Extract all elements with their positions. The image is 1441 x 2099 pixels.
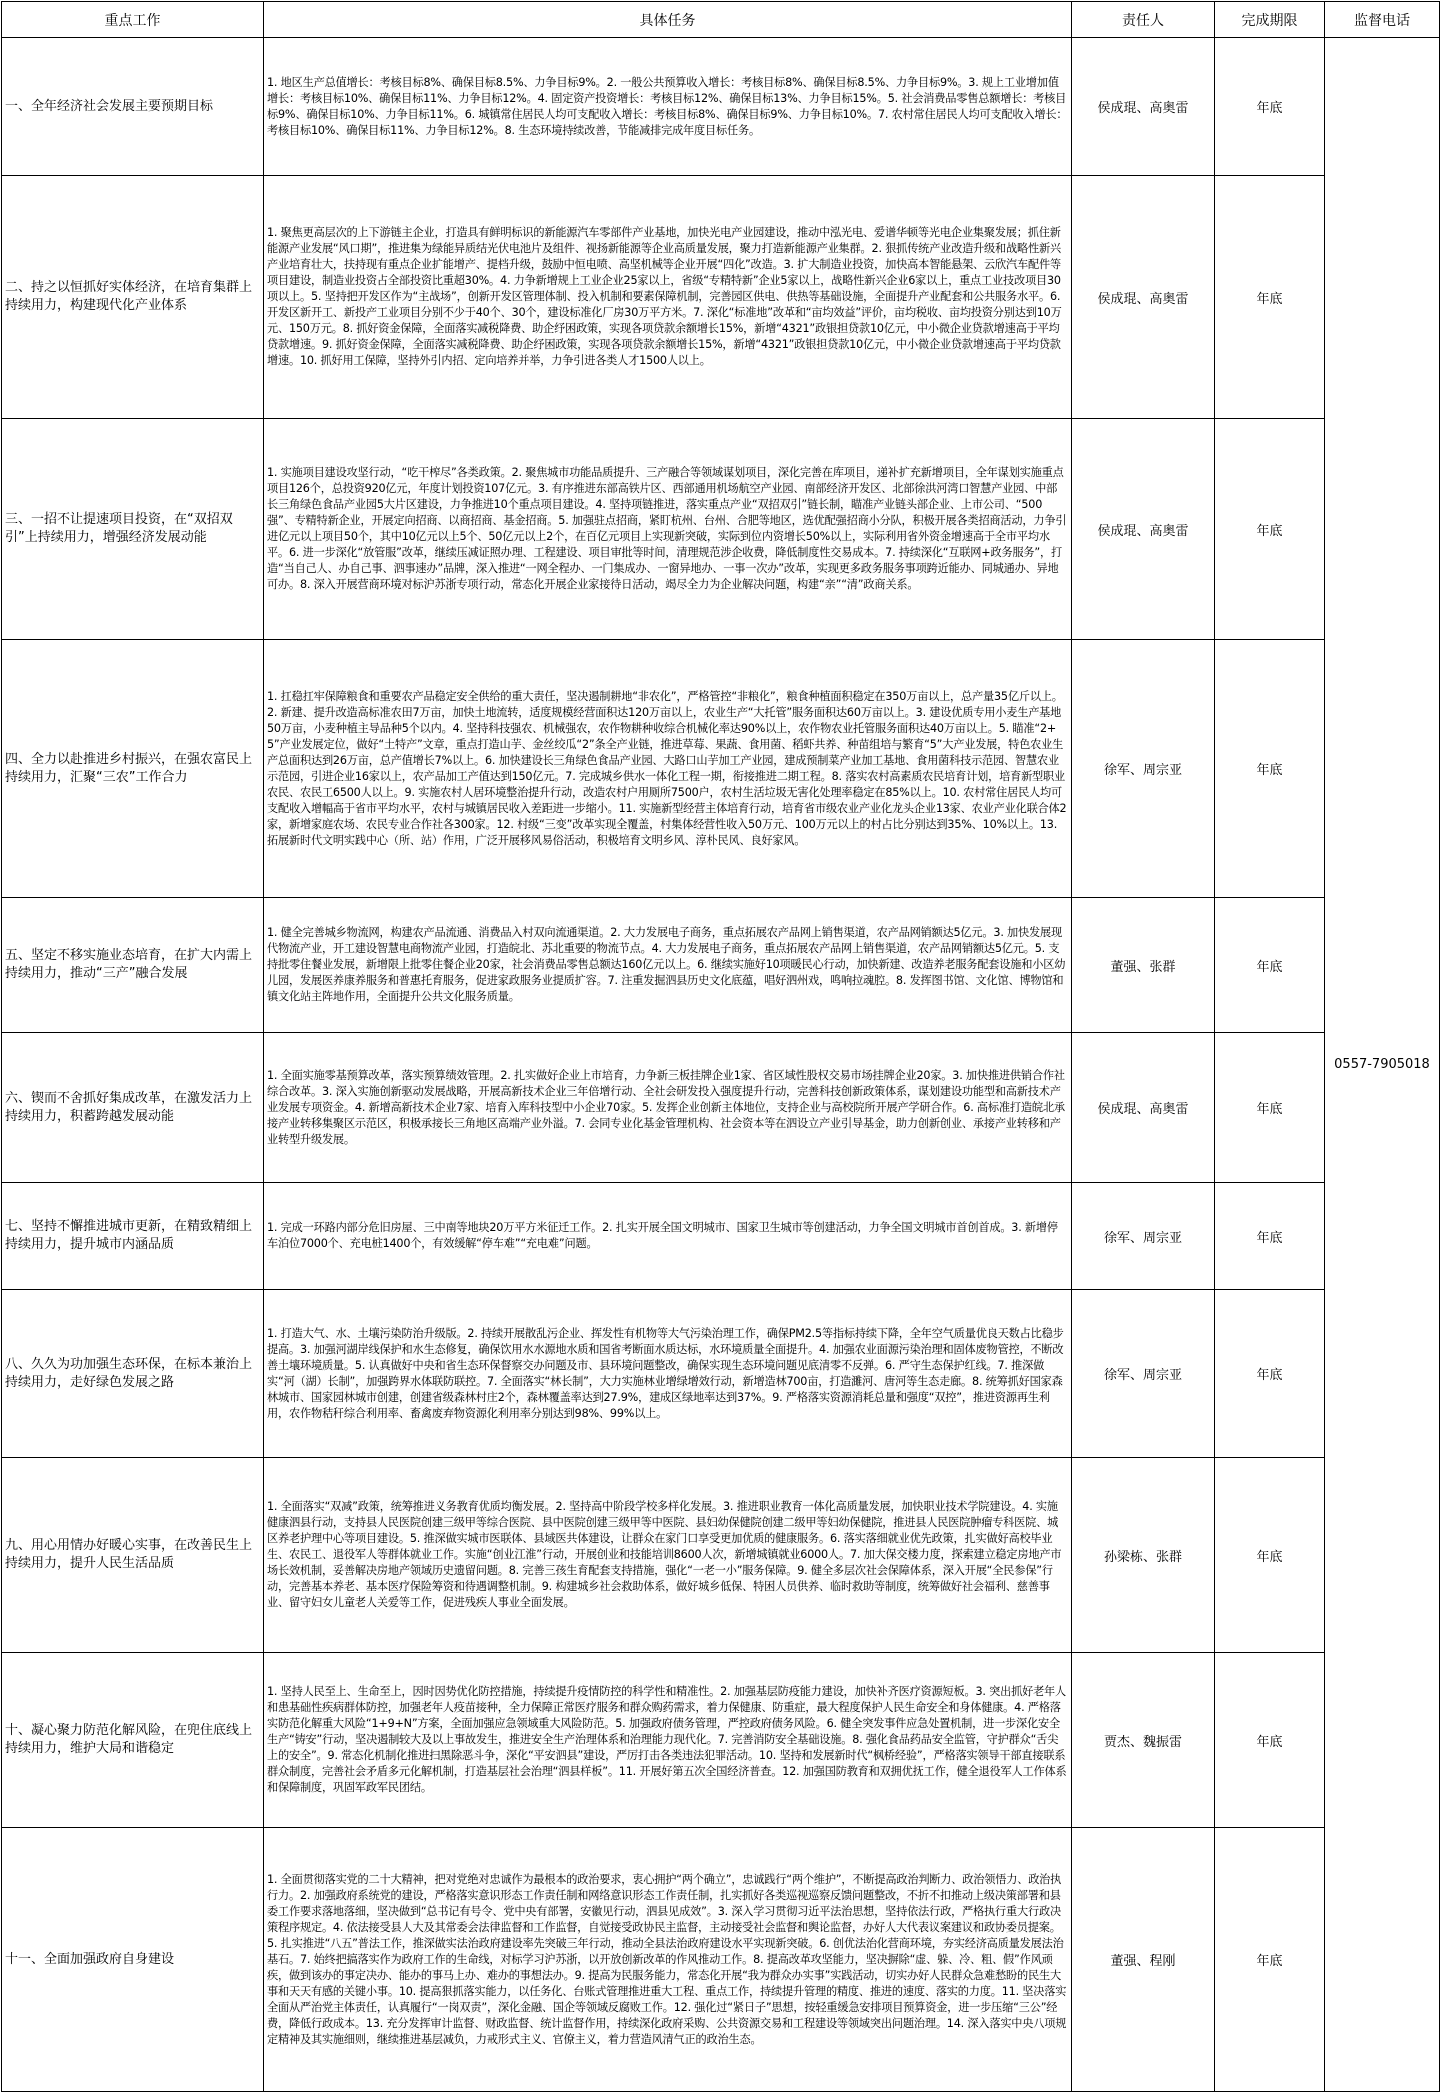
person-cell: 侯成琨、高奥雷 [1072, 419, 1215, 640]
tasks-table [1, 1, 1440, 2092]
supervision-phone: 0557-7905018 [1325, 38, 1440, 2092]
task-cell: 1. 全面实施零基预算改革，落实预算绩效管理。2. 扎实做好企业上市培育，力争新三板挂牌企业1家、省区域性股权交易市场挂牌企业20家。3. 加快推进供销合作社综合改革。3. 深入实施创新驱动发展战略，开展高新技术企业三年倍增行动、全社会研发投入强度提升行动，完善科技创新政策体系，谋划建设功能型和高新技术产业发展专项资金。4. 新增高新技术企业7家、培育入库科技型中小企业70家。5. 发挥企业创新主体地位，支持企业与高校院所开展产学研合作。6. 高标准打造皖北承接产业转移集聚区示范区，积极承接长三角地区高端产业外溢。7. 会同专业化基金管理机构、社会资本等在泗设立产业引导基金，助力创新创业、承接产业转移和产业转型升级发展。 [264, 1033, 1072, 1183]
focus-cell: 一、全年经济社会发展主要预期目标 [2, 38, 264, 176]
task-cell: 1. 实施项目建设攻坚行动，“吃干榨尽”各类政策。2. 聚焦城市功能品质提升、三产融合等领域谋划项目，深化完善在库项目，递补扩充新增项目，全年谋划实施重点项目126个，总投资920亿元，年度计划投资107亿元。3. 有序推进东部高铁片区、西部通用机场航空产业园、南部经济开发区、北部徐洪河湾口智慧产业园、中部长三角绿色食品产业园5大片区建设，力争推进10个重点项目建设。4. 坚持项链推进，落实重点产业“双招双引”链长制，瞄准产业链头部企业、上市公司、“500强”、专精特新企业，开展定向招商、以商招商、基金招商。5. 加强驻点招商，紧盯杭州、台州、合肥等地区，选优配强招商小分队，积极开展各类招商活动，力争引进亿元以上项目50个，其中10亿元以上5个、50亿元以上2个，在百亿元项目上实现新突破，实际到位内资增长50%以上，实际利用省外资金增速高于全市平均水平。6. 进一步深化“放管服”改革，继续压减证照办理、工程建设、项目审批等时间，清理规范涉企收费，降低制度性交易成本。7. 持续深化“互联网+政务服务”，打造“当自己人、办自己事、泗事速办”品牌，深入推进“一网全程办、一门集成办、一窗异地办、一事一次办”改革，实现更多政务服务事项跨近能办、同城通办、异地可办。8. 深入开展营商环境对标沪苏浙专项行动，常态化开展企业家接待日活动，竭尽全力为企业解决问题，构建“亲”“清”政商关系。 [264, 419, 1072, 640]
table-row [2, 898, 1440, 1033]
focus-cell: 八、久久为功加强生态环保，在标本兼治上持续用力，走好绿色发展之路 [2, 1290, 264, 1458]
person-cell: 徐军、周宗亚 [1072, 640, 1215, 898]
table-row [2, 1183, 1440, 1290]
focus-cell: 四、全力以赴推进乡村振兴，在强农富民上持续用力，汇聚“三农”工作合力 [2, 640, 264, 898]
period-cell: 年底 [1215, 1653, 1325, 1828]
header-person: 责任人 [1072, 2, 1215, 38]
person-cell: 董强、张群 [1072, 898, 1215, 1033]
focus-cell: 六、锲而不舍抓好集成改革，在激发活力上持续用力，积蓄跨越发展动能 [2, 1033, 264, 1183]
period-cell: 年底 [1215, 419, 1325, 640]
task-cell: 1. 全面贯彻落实党的二十大精神，把对党绝对忠诚作为最根本的政治要求，衷心拥护“两个确立”，忠诚践行“两个维护”，不断提高政治判断力、政治领悟力、政治执行力。2. 加强政府系统党的建设，严格落实意识形态工作责任制和网络意识形态工作责任制，扎实抓好各类巡视巡察反馈问题整改，不折不扣推动上级决策部署和县委工作要求落地落细，坚决做到“总书记有号令、党中央有部署，安徽见行动，泗县见成效”。3. 深入学习贯彻习近平法治思想，坚持依法行政，严格执行重大行政决策程序规定。4. 依法接受县人大及其常委会法律监督和工作监督，自觉接受政协民主监督，主动接受社会监督和舆论监督，办好人大代表议案建议和政协委员提案。5. 扎实推进“八五”普法工作，推深做实法治政府建设率先突破三年行动，推动全县法治政府建设水平实现新突破。6. 创优法治化营商环境，夯实经济高质量发展法治基石。7. 始终把搞落实作为政府工作的生命线，对标学习沪苏浙，以开放创新改革的作风推动工作。8. 提高改革攻坚能力，坚决摒除“虚、躲、冷、粗、假”作风顽疾，做到该办的事定决办、能办的事马上办、难办的事想法办。9. 提高为民服务能力，常态化开展“我为群众办实事”实践活动，切实办好人民群众急难愁盼的民生大事和天天有感的关键小事。10. 提高狠抓落实能力，以任务化、台账式管理推进重大工程、重点工作，持续提升管理的精度、推进的速度、落实的力度。11. 坚决落实全面从严治党主体责任，认真履行“一岗双责”，深化金融、国企等领域反腐败工作。12. 强化过“紧日子”思想，按轻重缓急安排项目预算资金，进一步压缩“三公”经费，降低行政成本。13. 充分发挥审计监督、财政监督、统计监督作用，持续深化政府采购、公共资源交易和工程建设等领域突出问题治理。14. 深入落实中央八项规定精神及其实施细则，继续推进基层减负，力戒形式主义、官僚主义，着力营造风清气正的政治生态。 [264, 1828, 1072, 2092]
focus-cell: 十一、全面加强政府自身建设 [2, 1828, 264, 2092]
period-cell: 年底 [1215, 1290, 1325, 1458]
focus-cell: 二、持之以恒抓好实体经济，在培育集群上持续用力，构建现代化产业体系 [2, 176, 264, 419]
person-cell: 侯成琨、高奥雷 [1072, 38, 1215, 176]
period-cell: 年底 [1215, 38, 1325, 176]
period-cell: 年底 [1215, 1458, 1325, 1653]
person-cell: 徐军、周宗亚 [1072, 1183, 1215, 1290]
table-row [2, 419, 1440, 640]
task-cell: 1. 坚持人民至上、生命至上，因时因势优化防控措施，持续提升疫情防控的科学性和精准性。2. 加强基层防疫能力建设，加快补齐医疗资源短板。3. 突出抓好老年人和患基础性疾病群体防控，加强老年人疫苗接种，全力保障正常医疗服务和群众购药需求，着力保健康、防重症，最大程度保护人民生命安全和身体健康。4. 严格落实防范化解重大风险“1+9+N”方案，全面加强应急领域重大风险防范。5. 加强政府债务管理，严控政府债务风险。6. 健全突发事件应急处置机制，进一步深化安全生产“铸安”行动，坚决遏制较大及以上事故发生，推进安全生产治理体系和治理能力现代化。7. 完善消防安全基础设施。8. 强化食品药品安全监管，守护群众“舌尖上的安全”。9. 常态化机制化推进扫黑除恶斗争，深化“平安泗县”建设，严厉打击各类违法犯罪活动。10. 坚持和发展新时代“枫桥经验”，严格落实领导干部直接联系群众制度，完善社会矛盾多元化解机制，打造基层社会治理“泗县样板”。11. 开展好第五次全国经济普查。12. 加强国防教育和双拥优抚工作，健全退役军人工作体系和保障制度，巩固军政军民团结。 [264, 1653, 1072, 1828]
table-row [2, 1033, 1440, 1183]
task-cell: 1. 扛稳扛牢保障粮食和重要农产品稳定安全供给的重大责任，坚决遏制耕地“非农化”，严格管控“非粮化”，粮食种植面积稳定在350万亩以上，总产量35亿斤以上。2. 新建、提升改造高标准农田7万亩，加快土地流转，适度规模经营面积达120万亩以上，农业生产“大托管”服务面积达60万亩以上。3. 建设优质专用小麦生产基地50万亩，小麦种植主导品种5个以内。4. 坚持科技强农、机械强农，农作物耕种收综合机械化率达90%以上，农作物农业托管服务面积达40万亩以上。5. 瞄准“2+5”产业发展定位，做好“土特产”文章，重点打造山芋、金丝绞瓜“2”条全产业链，推进草莓、果蔬、食用菌、稻虾共养、种苗组培与繁育“5”大产业发展，特色农业生产总面积达到26万亩，总产值增长7%以上。6. 加快建设长三角绿色食品产业园、大路口山芋加工产业园，建成预制菜产业加工基地、食用菌科技示范园、智慧农业示范园，引进企业16家以上，农产品加工产值达到150亿元。7. 完成城乡供水一体化工程一期，衔接推进二期工程。8. 落实农村高素质农民培育计划，培育新型职业农民、农民工6500人以上。9. 实施农村人居环境整治提升行动，改造农村户用厕所7500户，农村生活垃圾无害化处理率稳定在85%以上。10. 农村常住居民人均可支配收入增幅高于省市平均水平，农村与城镇居民收入差距进一步缩小。11. 实施新型经营主体培育行动，培育省市级农业产业化龙头企业13家、农业产业化联合体2家，新增家庭农场、农民专业合作社各300家。12. 村级“三变”改革实现全覆盖，村集体经营性收入50万元、100万元以上的村占比分别达到35%、10%以上。13. 拓展新时代文明实践中心（所、站）作用，广泛开展移风易俗活动，积极培育文明乡风、淳朴民风、良好家风。 [264, 640, 1072, 898]
header-period: 完成期限 [1215, 2, 1325, 38]
period-cell: 年底 [1215, 1828, 1325, 2092]
period-cell: 年底 [1215, 1033, 1325, 1183]
table-row [2, 1653, 1440, 1828]
header-phone: 监督电话 [1325, 2, 1440, 38]
header-row [2, 2, 1440, 38]
period-cell: 年底 [1215, 176, 1325, 419]
person-cell: 侯成琨、高奥雷 [1072, 1033, 1215, 1183]
task-cell: 1. 健全完善城乡物流网，构建农产品流通、消费品入村双向流通渠道。2. 大力发展电子商务，重点拓展农产品网上销售渠道，农产品网销额达5亿元。3. 加快发展现代物流产业，开工建设智慧电商物流产业园，打造皖北、苏北重要的物流节点。4. 大力发展电子商务，重点拓展农产品网上销售渠道，农产品网销额达5亿元。5. 支持批零住餐业发展，新增限上批零住餐企业20家，社会消费品零售总额达160亿元以上。6. 继续实施好10项暖民心行动，加快新建、改造养老服务配套设施和小区幼儿园，发展医养康养服务和普惠托育服务，促进家政服务业提质扩容。7. 注重发掘泗县历史文化底蕴，唱好泗州戏，鸣响拉魂腔。8. 发挥图书馆、文化馆、博物馆和镇文化站主阵地作用，全面提升公共文化服务质量。 [264, 898, 1072, 1033]
focus-cell: 五、坚定不移实施业态培育，在扩大内需上持续用力，推动“三产”融合发展 [2, 898, 264, 1033]
task-cell: 1. 聚焦更高层次的上下游链主企业，打造具有鲜明标识的新能源汽车零部件产业基地，加快光电产业园建设，推动中泓光电、爱谱华顿等光电企业集聚发展；抓住新能源产业发展“风口期”，推进集为绿能异质结光伏电池片及组件、视扬新能源等企业高质量发展，聚力打造新能源产业集群。2. 狠抓传统产业改造升级和战略性新兴产业培育壮大，扶持现有重点企业扩能增产、提档升级，鼓励中恒电喷、高坚机械等企业开展“四化”改造。3. 扩大制造业投资，加快高本智能悬架、云欣汽车配件等项目建设，制造业投资占全部投资比重超30%。4. 力争新增规上工业企业25家以上，省级“专精特新”企业5家以上，战略性新兴企业6家以上，重点工业技改项目30项以上。5. 坚持把开发区作为“主战场”，创新开发区管理体制、投入机制和要素保障机制，完善园区供电、供热等基础设施，全面提升产业配套和公共服务水平。6. 开发区新开工、新投产工业项目分别不少于40个、30个，建设标准化厂房30万平方米。7. 深化“标准地”改革和“亩均效益”评价，亩均税收、亩均投资分别达到10万元、150万元。8. 抓好资金保障，全面落实减税降费、助企纾困政策，实现各项贷款余额增长15%，新增“4321”政银担贷款10亿元，中小微企业贷款增速高于平均贷款增速。9. 抓好资金保障，全面落实减税降费、助企纾困政策，实现各项贷款余额增长15%，新增“4321”政银担贷款10亿元，中小微企业贷款增速高于平均贷款增速。10. 抓好用工保障，坚持外引内招、定向培养并举，力争引进各类人才1500人以上。 [264, 176, 1072, 419]
focus-cell: 七、坚持不懈推进城市更新，在精致精细上持续用力，提升城市内涵品质 [2, 1183, 264, 1290]
task-cell: 1. 全面落实“双减”政策，统筹推进义务教育优质均衡发展。2. 坚持高中阶段学校多样化发展。3. 推进职业教育一体化高质量发展，加快职业技术学院建设。4. 实施健康泗县行动，支持县人民医院创建三级甲等综合医院、县中医院创建三级甲等中医院、县妇幼保健院创建二级甲等妇幼保健院，推进县人民医院肿瘤专科医院、城区养老护理中心等项目建设。5. 推深做实城市医联体、县域医共体建设，让群众在家门口享受更加优质的健康服务。6. 落实落细就业优先政策，扎实做好高校毕业生、农民工、退役军人等群体就业工作。实施“创业江淮”行动，开展创业和技能培训8600人次，新增城镇就业6000人。7. 加大保交楼力度，探索建立稳定房地产市场长效机制，妥善解决房地产领域历史遗留问题。8. 完善三孩生育配套支持措施，强化“一老一小”服务保障。9. 健全多层次社会保障体系，深入开展“全民参保”行动，完善基本养老、基本医疗保险筹资和待遇调整机制。9. 构建城乡社会救助体系，做好城乡低保、特困人员供养、临时救助等制度，统筹做好社会福利、慈善事业、留守妇女儿童老人关爱等工作，促进残疾人事业全面发展。 [264, 1458, 1072, 1653]
header-focus: 重点工作 [2, 2, 264, 38]
table-row [2, 176, 1440, 419]
person-cell: 贾杰、魏振雷 [1072, 1653, 1215, 1828]
period-cell: 年底 [1215, 1183, 1325, 1290]
person-cell: 董强、程刚 [1072, 1828, 1215, 2092]
person-cell: 侯成琨、高奥雷 [1072, 176, 1215, 419]
table-row [2, 640, 1440, 898]
task-cell: 1. 完成一环路内部分危旧房屋、三中南等地块20万平方米征迁工作。2. 扎实开展全国文明城市、国家卫生城市等创建活动，力争全国文明城市首创首成。3. 新增停车泊位7000个、充电桩1400个，有效缓解“停车难”“充电难”问题。 [264, 1183, 1072, 1290]
table-row [2, 38, 1440, 176]
table-row [2, 1458, 1440, 1653]
focus-cell: 十、凝心聚力防范化解风险，在兜住底线上持续用力，维护大局和谐稳定 [2, 1653, 264, 1828]
header-tasks: 具体任务 [264, 2, 1072, 38]
table-row [2, 1290, 1440, 1458]
person-cell: 徐军、周宗亚 [1072, 1290, 1215, 1458]
table-row [2, 1828, 1440, 2092]
person-cell: 孙梁栋、张群 [1072, 1458, 1215, 1653]
focus-cell: 三、一招不让提速项目投资，在“双招双引”上持续用力，增强经济发展动能 [2, 419, 264, 640]
task-cell: 1. 地区生产总值增长：考核目标8%、确保目标8.5%、力争目标9%。2. 一般公共预算收入增长：考核目标8%、确保目标8.5%、力争目标9%。3. 规上工业增加值增长：考核目标10%、确保目标11%、力争目标12%。4. 固定资产投资增长：考核目标12%、确保目标13%、力争目标15%。5. 社会消费品零售总额增长：考核目标9%、确保目标10%、力争目标11%。6. 城镇常住居民人均可支配收入增长：考核目标8%、确保目标9%、力争目标10%。7. 农村常住居民人均可支配收入增长：考核目标10%、确保目标11%、力争目标12%。8. 生态环境持续改善，节能减排完成年度目标任务。 [264, 38, 1072, 176]
focus-cell: 九、用心用情办好暖心实事，在改善民生上持续用力，提升人民生活品质 [2, 1458, 264, 1653]
period-cell: 年底 [1215, 640, 1325, 898]
task-cell: 1. 打造大气、水、土壤污染防治升级版。2. 持续开展散乱污企业、挥发性有机物等大气污染治理工作，确保PM2.5等指标持续下降，全年空气质量优良天数占比稳步提高。3. 加强河湖岸线保护和水生态修复，确保饮用水水源地水质和国省考断面水质达标，水环境质量全面提升。4. 加强农业面源污染治理和固体废物管控，不断改善土壤环境质量。5. 认真做好中央和省生态环保督察交办问题及市、县环境问题整改，确保实现生态环境问题见底清零不反弹。6. 严守生态保护红线。7. 推深做实“河（湖）长制”，加强跨界水体联防联控。7. 全面落实“林长制”，大力实施林业增绿增效行动，新增造林700亩，打造濉河、唐河等生态走廊。8. 统筹抓好国家森林城市、国家园林城市创建，创建省级森林村庄2个，森林覆盖率达到27.9%，建成区绿地率达到37%。9. 严格落实资源消耗总量和强度“双控”，推进资源再生利用，农作物秸秆综合利用率、畜禽废弃物资源化利用率分别达到98%、99%以上。 [264, 1290, 1072, 1458]
period-cell: 年底 [1215, 898, 1325, 1033]
